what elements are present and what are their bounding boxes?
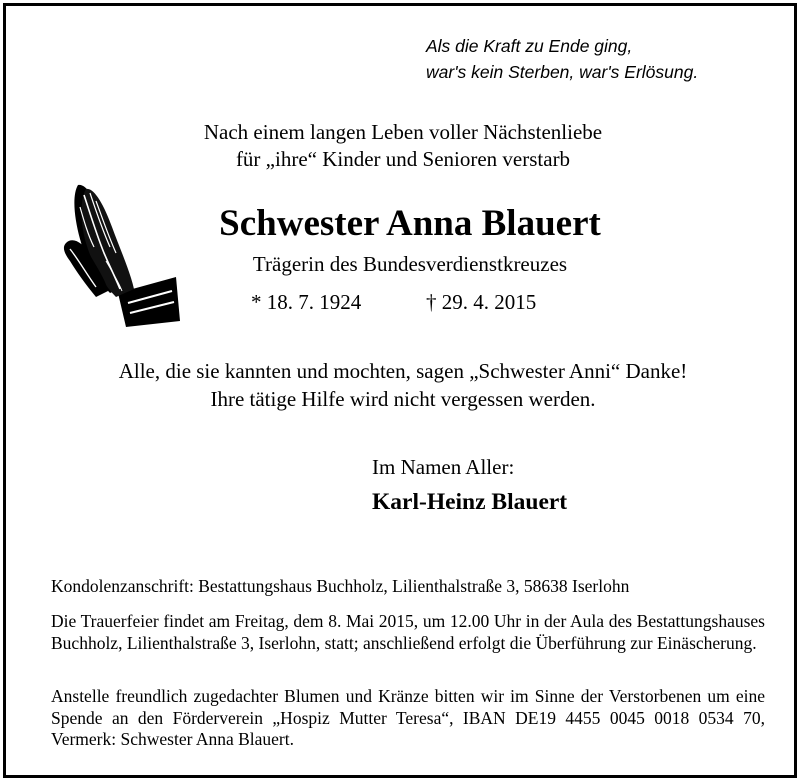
donation-info: Anstelle freundlich zugedachter Blumen und Kränze bitten wir im Sinne der Verstorbenen um eine Spende an den Förderverein „Hospiz Mutter Teresa“, IBAN DE19 4455 0045 0018 0534 70, Vermerk: Schwester Anna Blauert. — [51, 686, 765, 749]
signature-label: Im Namen Aller: — [372, 455, 515, 479]
death-date: † 29. 4. 2015 — [426, 290, 537, 314]
obituary-notice — [3, 3, 797, 778]
condolence-address: Kondolenzanschrift: Bestattungshaus Buchholz, Lilienthalstraße 3, 58638 Iserlohn — [51, 576, 630, 596]
deceased-name: Schwester Anna Blauert — [219, 203, 601, 244]
intro-line-2: für „ihre“ Kinder und Senioren verstarb — [235, 147, 571, 171]
intro-text — [6, 119, 800, 173]
motto-line-1: Als die Kraft zu Ende ging, — [426, 36, 633, 56]
birth-date: * 18. 7. 1924 — [251, 290, 362, 314]
signature-name: Karl-Heinz Blauert — [372, 489, 568, 515]
thanks-line-2: Ihre tätige Hilfe wird nicht vergessen werden. — [210, 387, 596, 411]
intro-line-1: Nach einem langen Leben voller Nächstenliebe — [203, 120, 603, 144]
award-text: Trägerin des Bundesverdienstkreuzes — [252, 252, 568, 276]
thanks-text — [6, 357, 800, 413]
motto — [426, 33, 698, 85]
thanks-line-1: Alle, die sie kannten und mochten, sagen „Schwester Anni“ Danke! — [118, 359, 688, 383]
funeral-info: Die Trauerfeier findet am Freitag, dem 8. Mai 2015, um 12.00 Uhr in der Aula des Bestattungshauses Buchholz, Lilienthalstraße 3, Iserlohn, statt; anschließend erfolgt die Überführung zur Einäscherung. — [51, 611, 765, 653]
motto-line-2: war's kein Sterben, war's Erlösung. — [426, 62, 699, 82]
